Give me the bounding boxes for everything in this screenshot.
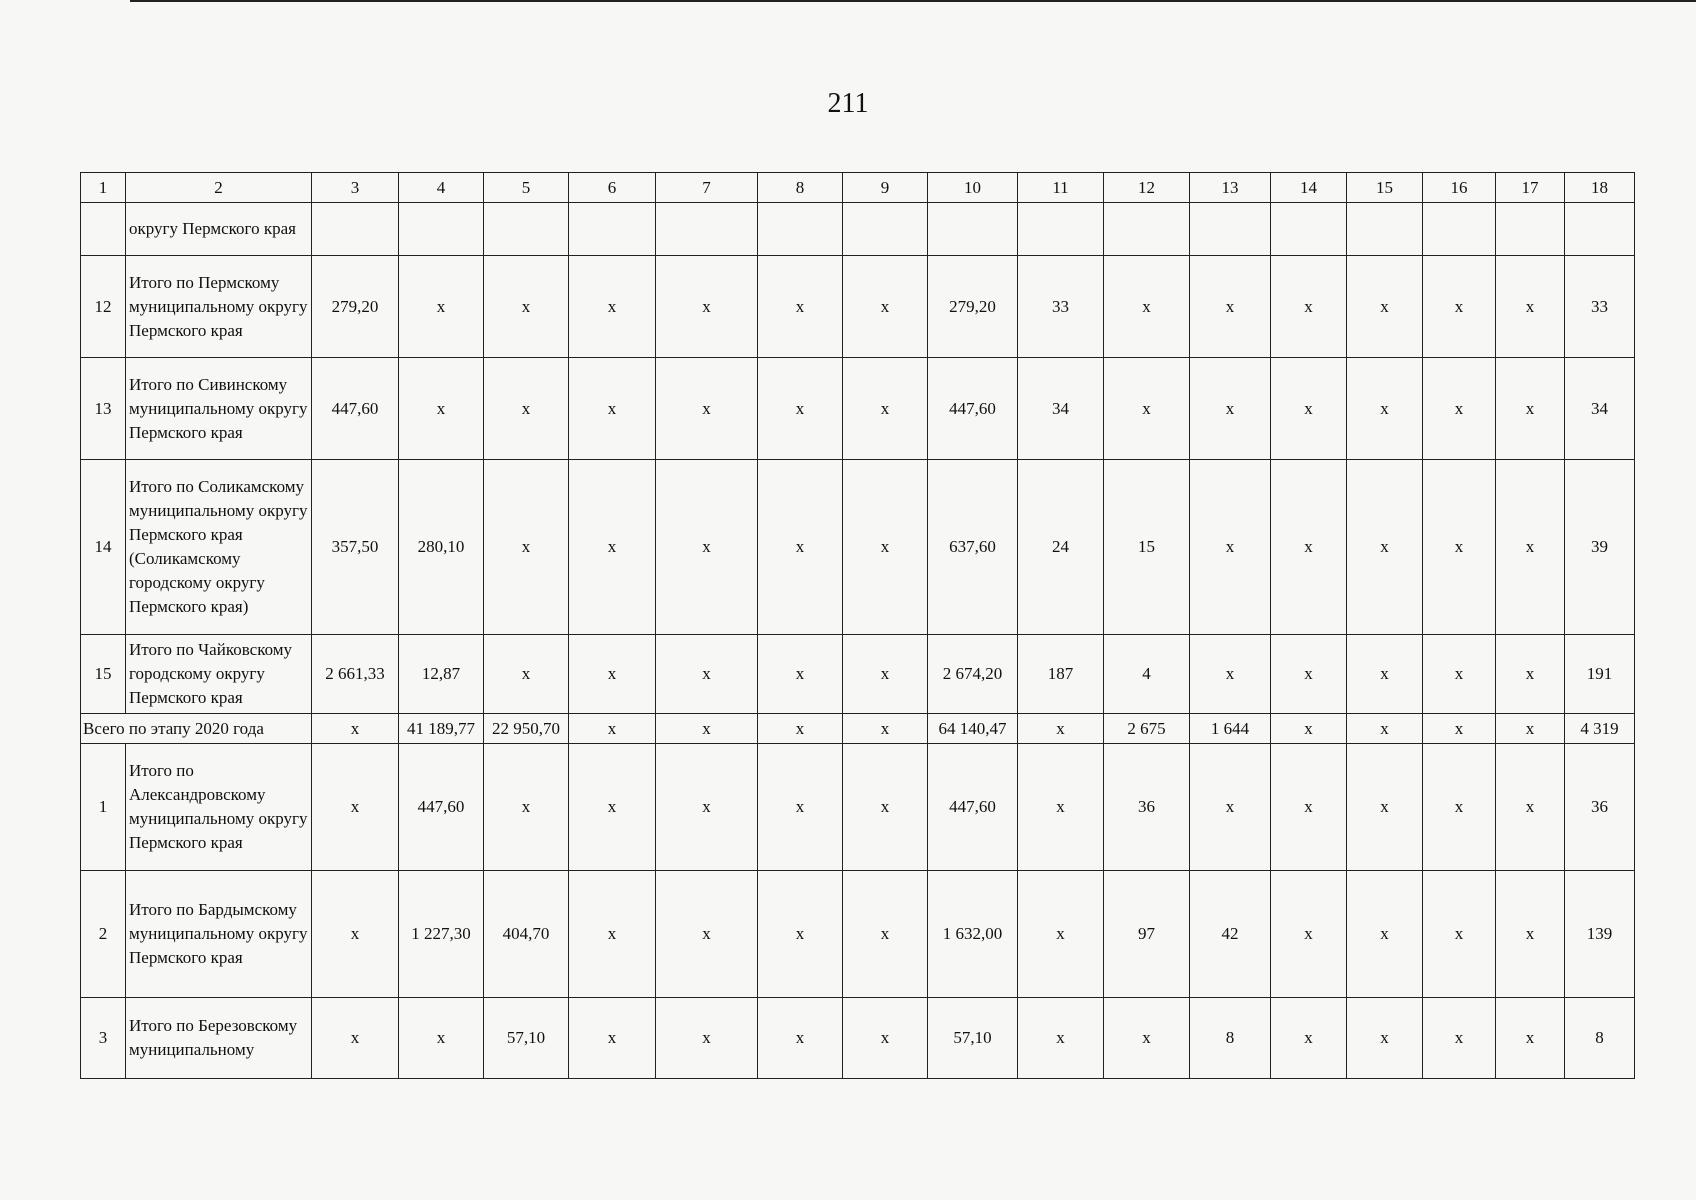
value-cell: x [1271,358,1347,460]
value-cell: x [1423,714,1496,744]
table-row [81,744,1635,871]
value-cell: x [569,256,656,358]
column-number-row [81,173,1635,203]
value-cell: x [1190,460,1271,635]
value-cell: x [843,871,928,998]
table-row [81,460,1635,635]
header-cell: 17 [1496,173,1565,203]
value-cell: 24 [1018,460,1104,635]
header-cell: 15 [1347,173,1423,203]
row-number: 3 [81,998,126,1079]
value-cell: x [1423,460,1496,635]
value-cell: x [656,460,758,635]
header-cell: 4 [399,173,484,203]
header-cell: 5 [484,173,569,203]
value-cell: x [1423,256,1496,358]
total-label: Всего по этапу 2020 года [81,714,312,744]
value-cell: x [656,635,758,714]
value-cell: 637,60 [928,460,1018,635]
value-cell: x [569,998,656,1079]
value-cell: 34 [1018,358,1104,460]
header-cell: 3 [312,173,399,203]
table-row [81,871,1635,998]
value-cell: 36 [1565,744,1635,871]
value-cell: x [1496,635,1565,714]
value-cell: 42 [1190,871,1271,998]
value-cell: x [656,871,758,998]
value-cell: x [758,635,843,714]
value-cell: x [312,744,399,871]
value-cell: 447,60 [399,744,484,871]
value-cell: 1 644 [1190,714,1271,744]
value-cell: x [843,714,928,744]
value-cell: x [843,744,928,871]
value-cell [1018,203,1104,256]
value-cell [312,203,399,256]
row-number: 12 [81,256,126,358]
value-cell: 41 189,77 [399,714,484,744]
municipality-name: Итого по Березовскому муниципальному [126,998,312,1079]
value-cell: x [1271,998,1347,1079]
municipality-name: Итого по Соликамскому муниципальному округу Пермского края (Соликамскому городскому округу Пермского края) [126,460,312,635]
value-cell: x [656,744,758,871]
value-cell: x [843,358,928,460]
header-cell: 10 [928,173,1018,203]
value-cell: 139 [1565,871,1635,998]
value-cell: x [312,871,399,998]
value-cell: x [484,635,569,714]
value-cell [1190,203,1271,256]
value-cell [758,203,843,256]
value-cell: x [1271,714,1347,744]
value-cell: x [758,871,843,998]
value-cell: x [758,998,843,1079]
value-cell: x [1018,998,1104,1079]
value-cell: 33 [1565,256,1635,358]
value-cell: x [569,714,656,744]
value-cell: 280,10 [399,460,484,635]
value-cell: x [1271,635,1347,714]
value-cell [399,203,484,256]
value-cell [1565,203,1635,256]
value-cell: x [1347,714,1423,744]
value-cell: x [1347,744,1423,871]
header-cell: 18 [1565,173,1635,203]
value-cell: x [484,744,569,871]
value-cell: 22 950,70 [484,714,569,744]
value-cell [1496,203,1565,256]
value-cell: 1 227,30 [399,871,484,998]
value-cell: x [843,256,928,358]
value-cell: x [1271,256,1347,358]
value-cell [656,203,758,256]
value-cell: 8 [1190,998,1271,1079]
value-cell: x [569,635,656,714]
value-cell: 2 675 [1104,714,1190,744]
value-cell: x [484,358,569,460]
value-cell: 447,60 [312,358,399,460]
value-cell: x [1347,358,1423,460]
row-number [81,203,126,256]
value-cell: x [1018,744,1104,871]
header-cell: 11 [1018,173,1104,203]
value-cell: x [1423,358,1496,460]
value-cell: 36 [1104,744,1190,871]
value-cell: 2 674,20 [928,635,1018,714]
header-cell: 8 [758,173,843,203]
table-row [81,635,1635,714]
value-cell: x [656,358,758,460]
value-cell: x [1423,744,1496,871]
value-cell: 447,60 [928,744,1018,871]
value-cell: x [1018,714,1104,744]
row-number: 13 [81,358,126,460]
value-cell: 447,60 [928,358,1018,460]
top-border-line [130,0,1696,2]
value-cell: x [656,998,758,1079]
value-cell: x [569,460,656,635]
value-cell: x [758,256,843,358]
value-cell: x [1347,256,1423,358]
row-number: 14 [81,460,126,635]
value-cell: 2 661,33 [312,635,399,714]
value-cell: x [312,998,399,1079]
value-cell [1347,203,1423,256]
value-cell: x [1347,871,1423,998]
value-cell: 187 [1018,635,1104,714]
value-cell: 12,87 [399,635,484,714]
value-cell: 39 [1565,460,1635,635]
value-cell: x [399,998,484,1079]
header-cell: 6 [569,173,656,203]
value-cell: x [1347,635,1423,714]
value-cell: x [569,358,656,460]
row-number: 15 [81,635,126,714]
value-cell: x [758,714,843,744]
value-cell: x [656,714,758,744]
value-cell: x [843,635,928,714]
value-cell: x [1190,744,1271,871]
value-cell: x [843,998,928,1079]
value-cell: x [843,460,928,635]
header-cell: 13 [1190,173,1271,203]
value-cell: x [1496,744,1565,871]
value-cell: x [569,744,656,871]
value-cell: x [656,256,758,358]
table-row [81,256,1635,358]
value-cell: x [1104,998,1190,1079]
value-cell: 357,50 [312,460,399,635]
value-cell [1423,203,1496,256]
municipality-name: Итого по Бардымскому муниципальному округу Пермского края [126,871,312,998]
page-number: 211 [827,88,869,119]
value-cell: x [569,871,656,998]
value-cell: 8 [1565,998,1635,1079]
header-cell: 9 [843,173,928,203]
table-row [81,998,1635,1079]
municipality-name: Итого по Чайковскому городскому округу Пермского края [126,635,312,714]
municipality-name: округу Пермского края [126,203,312,256]
value-cell: 4 319 [1565,714,1635,744]
value-cell: x [1190,358,1271,460]
value-cell: 64 140,47 [928,714,1018,744]
value-cell: 57,10 [484,998,569,1079]
value-cell: x [758,358,843,460]
value-cell: x [1190,635,1271,714]
header-cell: 14 [1271,173,1347,203]
header-cell: 1 [81,173,126,203]
value-cell: 191 [1565,635,1635,714]
value-cell: x [1271,460,1347,635]
value-cell: x [1271,871,1347,998]
value-cell: 97 [1104,871,1190,998]
table-row [81,203,1635,256]
value-cell: 15 [1104,460,1190,635]
value-cell: x [1496,998,1565,1079]
value-cell: x [1423,998,1496,1079]
value-cell: x [399,256,484,358]
header-cell: 2 [126,173,312,203]
value-cell: x [1271,744,1347,871]
value-cell [484,203,569,256]
value-cell: 404,70 [484,871,569,998]
value-cell: x [312,714,399,744]
header-cell: 7 [656,173,758,203]
value-cell: x [1347,998,1423,1079]
value-cell [1104,203,1190,256]
value-cell [569,203,656,256]
header-cell: 12 [1104,173,1190,203]
value-cell: x [758,460,843,635]
data-table [80,172,1635,1079]
value-cell: x [1347,460,1423,635]
value-cell: x [484,256,569,358]
value-cell: x [399,358,484,460]
value-cell: 33 [1018,256,1104,358]
municipality-name: Итого по Александровскому муниципальному округу Пермского края [126,744,312,871]
value-cell: x [1423,635,1496,714]
value-cell [843,203,928,256]
municipality-name: Итого по Пермскому муниципальному округу Пермского края [126,256,312,358]
value-cell: x [1496,460,1565,635]
value-cell: x [1104,256,1190,358]
header-cell: 16 [1423,173,1496,203]
municipality-name: Итого по Сивинскому муниципальному округу Пермского края [126,358,312,460]
value-cell: x [1496,256,1565,358]
value-cell: 279,20 [928,256,1018,358]
value-cell: x [1496,871,1565,998]
value-cell: x [1496,714,1565,744]
value-cell: 57,10 [928,998,1018,1079]
value-cell: x [758,744,843,871]
value-cell: x [484,460,569,635]
value-cell: x [1018,871,1104,998]
row-number: 1 [81,744,126,871]
table-row [81,358,1635,460]
value-cell: 1 632,00 [928,871,1018,998]
row-number: 2 [81,871,126,998]
value-cell: 279,20 [312,256,399,358]
total-row [81,714,1635,744]
value-cell: x [1496,358,1565,460]
value-cell: x [1423,871,1496,998]
value-cell: 4 [1104,635,1190,714]
value-cell: x [1104,358,1190,460]
value-cell [1271,203,1347,256]
value-cell: x [1190,256,1271,358]
value-cell [928,203,1018,256]
value-cell: 34 [1565,358,1635,460]
